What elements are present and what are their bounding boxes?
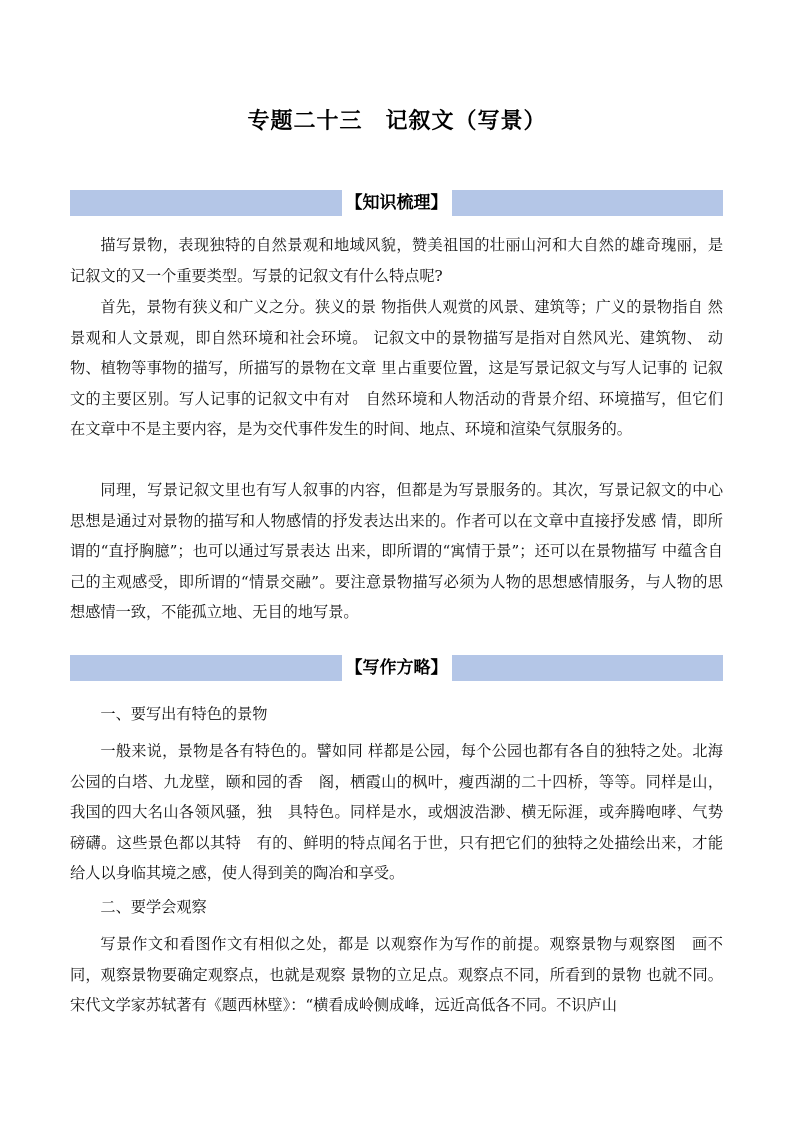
paragraph-scenery-types: 首先，景物有狭义和广义之分。狭义的景 物指供人观赏的风景、建筑等；广义的景物指自 然景观和人文景观，即自然环境和社会环境。 记叙文中的景物描写是指对自然风光、建筑物、 动物、植物等事物的描写，所描写的景物在文章 里占重要位置，这是写景记叙文与写人记事的 记叙文的主要区别。写人记事的记叙文中有对 自然环境和人物活动的背景介绍、环境描写，但它们在文章中不是主要内容，是为交代事件发生的时间、地点、环境和渲染气氛服务的。: [70, 298, 723, 438]
subheading-observation: 二、要学会观察: [100, 898, 207, 916]
paragraph-distinctive-scenery: 一般来说，景物是各有特色的。譬如同 样都是公园，每个公园也都有各自的独特之处。北海公园的白塔、九龙壁，颐和园的香 阁，栖霞山的枫叶，瘦西湖的二十四桥，等等。同样是山，我国的四大名山各领风骚，独 具特色。同样是水，或烟波浩渺、横无际涯，或奔腾咆哮、气势磅礴。这些景色都以其特 有的、鲜明的特点闻名于世，只有把它们的独特之处描绘出来，才能给人以身临其境之感，使人得到美的陶冶和享受。: [70, 742, 723, 882]
section-heading-strategy: 【写作方略】: [342, 655, 452, 681]
section-bar-knowledge: [70, 190, 723, 216]
paragraph-intro: 描写景物，表现独特的自然景观和地域风貌，赞美祖国的壮丽山河和大自然的雄奇瑰丽，是记叙文的又一个重要类型。写景的记叙文有什么特点呢?: [70, 236, 723, 285]
paragraph-observation: 写景作文和看图作文有相似之处，都是 以观察作为写作的前提。观察景物与观察图 画不同，观察景物要确定观察点，也就是观察 景物的立足点。观察点不同，所看到的景物 也就不同。宋代文学家苏轼著有《题西林壁》：“横看成岭侧成峰，远近高低各不同。不识庐山: [70, 935, 723, 1014]
subheading-distinctive-scenery: 一、要写出有特色的景物: [100, 705, 268, 723]
section-heading-knowledge: 【知识梳理】: [342, 190, 452, 216]
page-title: 专题二十三 记叙文（写景）: [247, 109, 547, 134]
section-bar-strategy: [70, 655, 723, 681]
paragraph-central-idea: 同理，写景记叙文里也有写人叙事的内容，但都是为写景服务的。其次，写景记叙文的中心思想是通过对景物的描写和人物感情的抒发表达出来的。作者可以在文章中直接抒发感 情，即所谓的“直抒胸臆”；也可以通过写景表达 出来，即所谓的“寓情于景”；还可以在景物描写 中蕴含自己的主观感受，即所谓的“情景交融”。要注意景物描写必须为人物的思想感情服务，与人物的思想感情一致，不能孤立地、无目的地写景。: [70, 481, 723, 621]
